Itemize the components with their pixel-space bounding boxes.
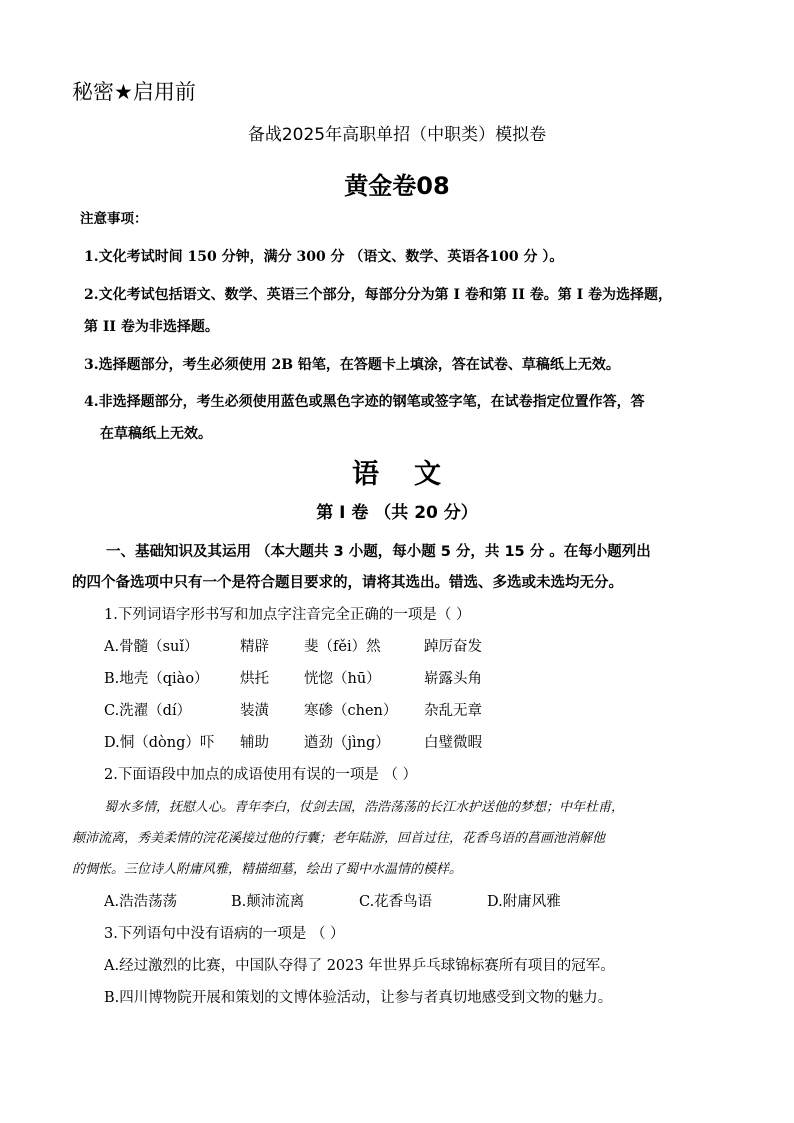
q1-option-a-3: 斐（fěi）然 xyxy=(304,639,381,655)
notice-item-3: 3.选择题部分，考生必须使用 2B 铅笔，在答题卡上填涂，答在试卷、草稿纸上无效。 xyxy=(84,357,620,373)
q1-option-d-1: D.恫（dòng）吓 xyxy=(104,735,215,751)
q3-option-b: B.四川博物院开展和策划的文博体验活动，让参与者真切地感受到文物的魅力。 xyxy=(104,990,613,1006)
q1-option-c-3: 寒碜（chen） xyxy=(304,703,398,719)
notice-item-2-cont: 第 II 卷为非选择题。 xyxy=(84,319,219,335)
q1-option-a-1: A.骨髓（suǐ） xyxy=(104,639,199,655)
q1-option-b-1: B.地壳（qiào） xyxy=(104,671,209,687)
exam-subtitle: 备战2025年高职单招（中职类）模拟卷 xyxy=(247,125,547,145)
notice-item-4: 4.非选择题部分，考生必须使用蓝色或黑色字迹的钢笔或签字笔，在试卷指定位置作答，答 xyxy=(84,394,645,410)
q1-option-a-4: 踔厉奋发 xyxy=(424,639,482,655)
q1-option-d-3: 遒劲（jìng） xyxy=(304,735,390,751)
notice-item-2: 2.文化考试包括语文、数学、英语三个部分，每部分分为第 I 卷和第 II 卷。第 I 卷为选择题， xyxy=(84,287,673,303)
q1-option-b-4: 崭露头角 xyxy=(424,671,482,687)
subject-heading xyxy=(0,452,794,491)
question-1-stem: 1.下列词语字形书写和加点字注音完全正确的一项是（ ） xyxy=(104,607,471,623)
section-instruction-line-2: 的四个备选项中只有一个是符合题目要求的，请将其选出。错选、多选或未选均无分。 xyxy=(72,575,623,591)
q1-option-d-4: 白璧微暇 xyxy=(424,735,482,751)
notice-item-1: 1.文化考试时间 150 分钟，满分 300 分 （语文、数学、英语各100 分 ）。 xyxy=(84,249,564,265)
q1-option-a-2: 精辟 xyxy=(240,639,269,655)
q1-option-d-2: 辅助 xyxy=(240,735,269,751)
q2-option-c: C.花香鸟语 xyxy=(359,894,433,910)
part-heading: 第 I 卷 （共 20 分） xyxy=(316,503,478,523)
q2-option-b: B.颠沛流离 xyxy=(231,894,305,910)
q1-option-b-2: 烘托 xyxy=(240,671,269,687)
q1-option-c-1: C.洗濯（dí） xyxy=(104,703,192,719)
subject-char-2: 文 xyxy=(414,459,442,490)
q1-option-b-3: 恍惚（hū） xyxy=(304,671,381,687)
q1-option-c-2: 装潢 xyxy=(240,703,269,719)
q2-option-a: A.浩浩荡荡 xyxy=(104,894,178,910)
notice-heading: 注意事项： xyxy=(80,211,148,227)
question-2-stem: 2.下面语段中加点的成语使用有误的一项是 （ ） xyxy=(104,767,418,783)
q2-passage-line-2: 颠沛流离，秀美柔情的浣花溪接过他的行囊；老年陆游，回首过往，花香鸟语的菖画池消解他 xyxy=(72,831,606,846)
question-3-stem: 3.下列语句中没有语病的一项是 （ ） xyxy=(104,926,345,942)
subject-char-1: 语 xyxy=(352,459,380,490)
q1-option-c-4: 杂乱无章 xyxy=(424,703,482,719)
exam-title: 黄金卷08 xyxy=(344,172,450,200)
q3-option-a: A.经过激烈的比赛，中国队夺得了 2023 年世界乒乓球锦标赛所有项目的冠军。 xyxy=(104,958,615,974)
q2-option-d: D.附庸风雅 xyxy=(487,894,561,910)
notice-item-4-cont: 在草稿纸上无效。 xyxy=(100,426,212,442)
section-instruction-line-1: 一、基础知识及其运用 （本大题共 3 小题，每小题 5 分，共 15 分 。在每小题列出 xyxy=(106,544,651,560)
q2-passage-line-3: 的惆怅。三位诗人附庸风雅，精描细墓，绘出了蜀中水温情的模样。 xyxy=(72,862,463,877)
q2-passage-line-1: 蜀水多情，抚慰人心。青年李白，仗剑去国，浩浩荡荡的长江水护送他的梦想；中年杜甫， xyxy=(104,800,625,815)
confidential-label: 秘密★启用前 xyxy=(72,80,196,104)
